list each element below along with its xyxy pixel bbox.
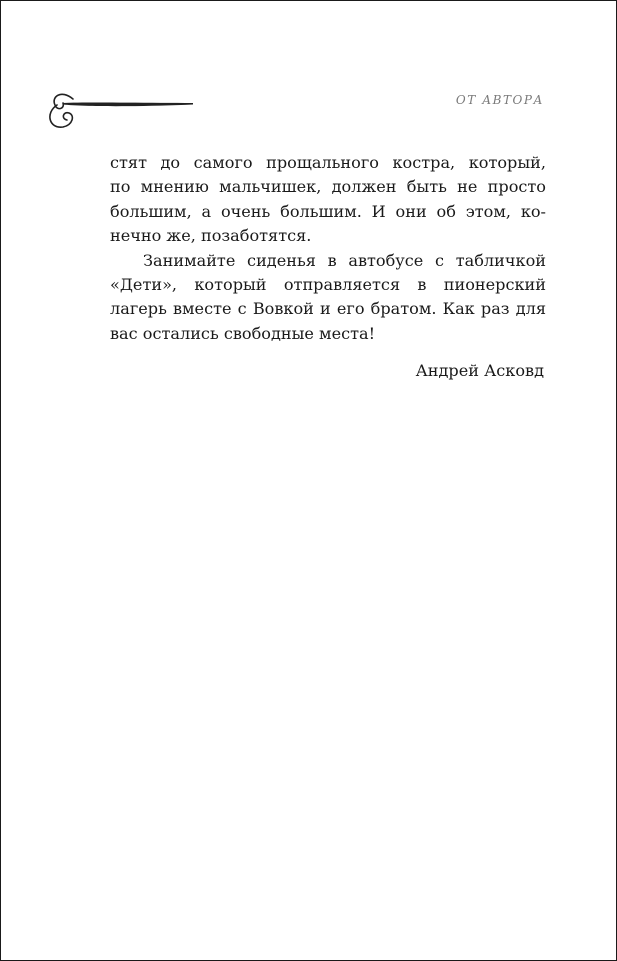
text-line: вас остались свободные места! — [110, 323, 376, 343]
text-line: большим, а очень большим. И они об этом, ко- — [110, 201, 546, 221]
text-line: стят до самого прощального костра, который, — [110, 153, 546, 172]
text-line: нечно же, позаботятся. — [110, 226, 312, 246]
text-line: лагерь вместе с Вовкой и его братом. Как раз для — [110, 299, 546, 319]
text-line: Занимайте сиденья в автобусе с табличкой — [143, 250, 546, 270]
flourish-ornament-icon — [47, 87, 197, 133]
text-line: по мнению мальчишек, должен быть не просто — [110, 177, 546, 197]
body-text — [110, 151, 546, 346]
text-line: «Дети», который отправляется в пионерский — [110, 275, 546, 295]
author-signature: Андрей Асковд — [415, 361, 544, 380]
running-head: ОТ АВТОРА — [455, 93, 544, 107]
